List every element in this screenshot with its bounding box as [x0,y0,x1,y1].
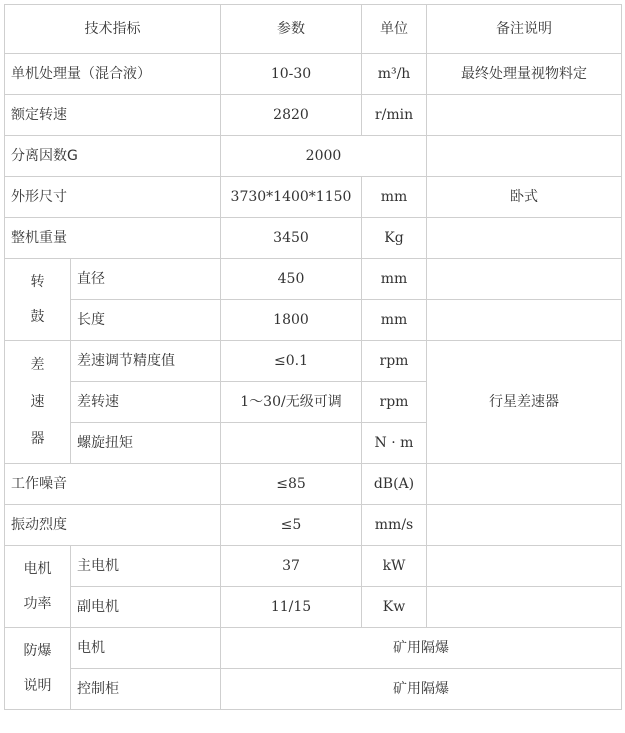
row-value: 3450 [221,218,362,259]
row-note [427,546,622,587]
table-row [5,259,622,300]
group-label-char: 鼓 [30,308,45,325]
row-value: 2000 [221,136,427,177]
group-label-differential [5,341,71,464]
row-note: 卧式 [427,177,622,218]
row-value: 矿用隔爆 [221,669,622,710]
row-label: 副电机 [71,587,221,628]
row-value: 1800 [221,300,362,341]
table-row [5,546,622,587]
row-unit: mm/s [362,505,427,546]
table-row [5,300,622,341]
table-row [5,587,622,628]
row-value: ≤85 [221,464,362,505]
row-label: 外形尺寸 [5,177,221,218]
row-note [427,300,622,341]
table-row [5,464,622,505]
row-label: 额定转速 [5,95,221,136]
group-label-motor [5,546,71,628]
row-unit: kW [362,546,427,587]
row-label: 差转速 [71,382,221,423]
row-note: 最终处理量视物料定 [427,54,622,95]
group-label-char: 速 [30,393,45,410]
group-label-line: 说明 [23,677,52,694]
header-unit: 单位 [362,5,427,54]
row-note [427,259,622,300]
row-value: ≤5 [221,505,362,546]
row-unit: rpm [362,382,427,423]
row-label: 工作噪音 [5,464,221,505]
row-unit: N · m [362,423,427,464]
group-label-drum [5,259,71,341]
row-note [427,464,622,505]
row-label: 螺旋扭矩 [71,423,221,464]
group-label-line: 电机 [23,561,52,578]
row-value: 1～30/无级可调 [221,382,362,423]
row-unit: mm [362,259,427,300]
group-label-line: 防爆 [23,643,52,660]
table-row [5,177,622,218]
row-label: 单机处理量（混合液） [5,54,221,95]
row-unit: r/min [362,95,427,136]
row-value: 11/15 [221,587,362,628]
table-row [5,136,622,177]
row-unit: Kg [362,218,427,259]
row-note: 行星差速器 [427,341,622,464]
row-value: 450 [221,259,362,300]
row-value: 3730*1400*1150 [221,177,362,218]
row-note [427,587,622,628]
spec-table [4,4,622,710]
row-label: 直径 [71,259,221,300]
row-note [427,95,622,136]
row-value [221,423,362,464]
row-note [427,218,622,259]
header-item: 技术指标 [5,5,221,54]
row-label: 控制柜 [71,669,221,710]
row-value: 2820 [221,95,362,136]
row-note [427,505,622,546]
table-row [5,54,622,95]
group-label-char: 器 [30,430,45,447]
row-value: 矿用隔爆 [221,628,622,669]
group-label-char: 转 [30,274,45,291]
row-label: 电机 [71,628,221,669]
row-value: ≤0.1 [221,341,362,382]
row-label: 振动烈度 [5,505,221,546]
row-unit: mm [362,300,427,341]
row-unit: Kw [362,587,427,628]
table-row [5,341,622,382]
row-label: 长度 [71,300,221,341]
table-row [5,669,622,710]
table-row [5,628,622,669]
header-value: 参数 [221,5,362,54]
group-label-explosion [5,628,71,710]
group-label-line: 功率 [23,595,52,612]
row-label: 主电机 [71,546,221,587]
table-row [5,218,622,259]
table-header-row [5,5,622,54]
row-unit: m³/h [362,54,427,95]
row-unit: mm [362,177,427,218]
row-value: 10-30 [221,54,362,95]
row-unit: rpm [362,341,427,382]
row-label: 分离因数G [5,136,221,177]
row-value: 37 [221,546,362,587]
header-note: 备注说明 [427,5,622,54]
row-label: 整机重量 [5,218,221,259]
row-unit: dB(A) [362,464,427,505]
table-row [5,505,622,546]
group-label-char: 差 [30,357,45,374]
row-note [427,136,622,177]
table-row [5,95,622,136]
row-label: 差速调节精度值 [71,341,221,382]
